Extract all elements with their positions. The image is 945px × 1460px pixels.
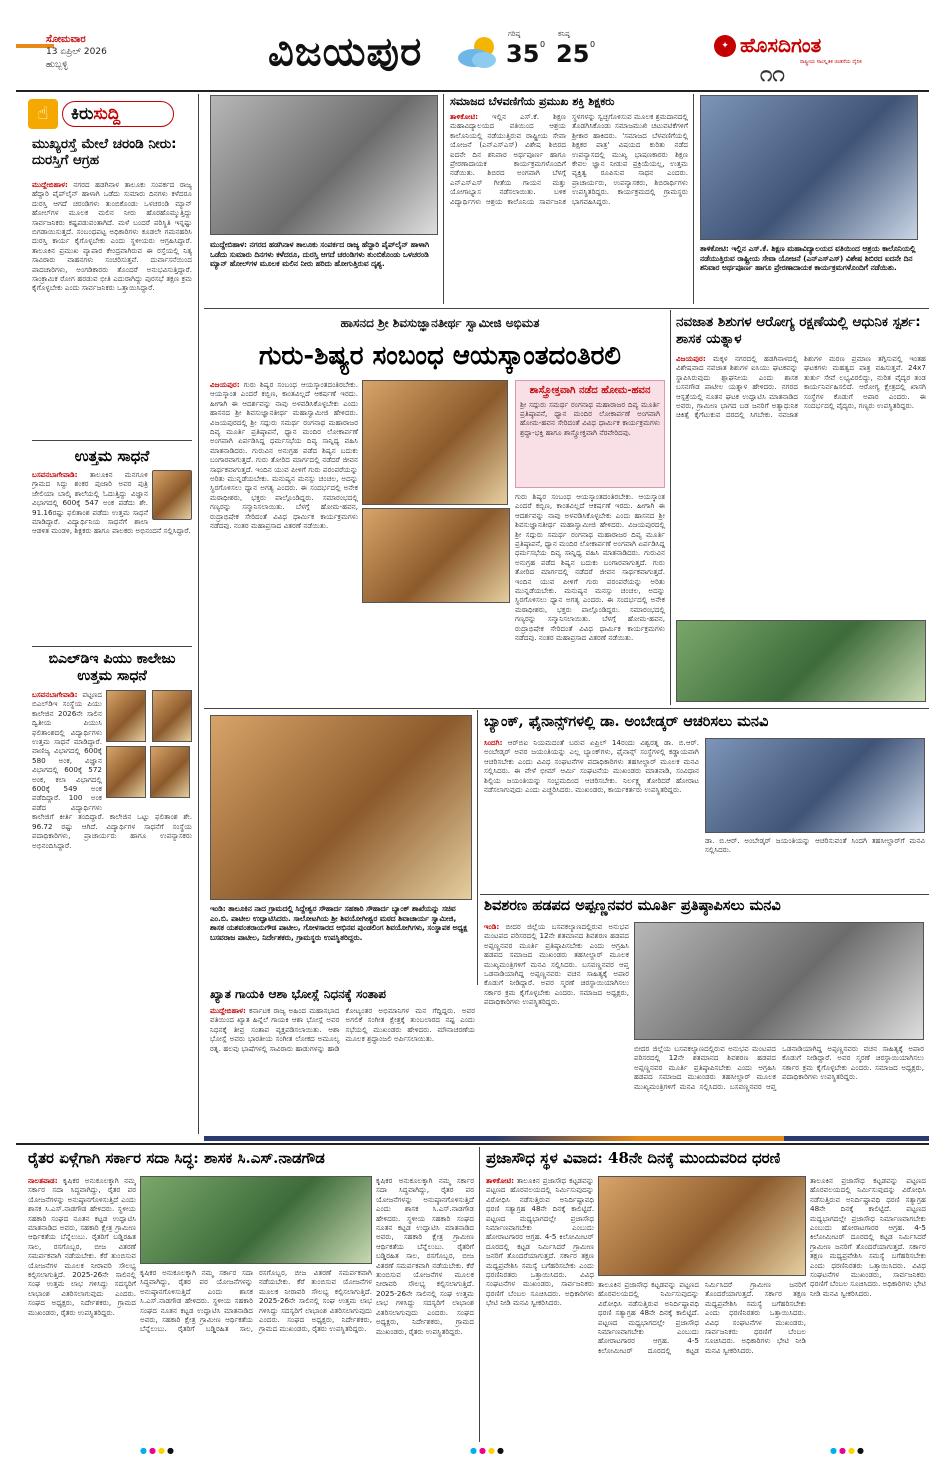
paper-tagline: ರಾಷ್ಟ್ರೀಯ ಸಾಂಸ್ಕೃತಿಕ ಚಿಂತನೆಯ ದೈನಿಕ (800, 59, 862, 65)
masthead-divider (16, 90, 929, 92)
homa-body: ಶ್ರೀ ಸದ್ಗುರು ಸಮರ್ಥ ರಂಗನಾಥ ಮಹಾರಾಜರ ದಿವ್ಯ ಮೂರ್ತಿ ಪ್ರತಿಷ್ಠಾಪನೆ, ಧ್ಯಾನ ಮಂದಿರ ಲೋಕಾರ್ಪಣೆ ಅಂಗವಾಗಿ ಹೋಮ-ಹವನ ಸೇರಿದಂತೆ ವಿವಿಧ ಧಾರ್ಮಿಕ ಕಾರ್ಯಕ್ರಮಗಳು ಶ್ರದ್ಧಾ-ಭಕ್ತಿ ಹಾಗೂ ಶಾಸ್ತ್ರೋಕ್ತವಾಗಿ ನೆರವೇರಿದವು. (520, 399, 660, 437)
paper-name: ಹೊಸದಿಗಂತ (740, 33, 822, 57)
asha-body (210, 1006, 475, 1131)
temp-max: 35 (506, 40, 540, 68)
bank-body-text: ಆರ್‌ಬಿಐ ನಿಯಮದಂತೆ ಬರುವ ಏಪ್ರಿಲ್ 14ರಂದು ವಿಶ್ವರತ್ನ ಡಾ. ಬಿ.ಆರ್. ಅಂಬೇಡ್ಕರ್ ಅವರ ಜಯಂತಿಯನ್ನು ಎಲ್ಲ ಬ್ಯಾಂಕ್‌ಗಳು, ಫೈನಾನ್ಸ್ ಸಂಸ್ಥೆಗಳಲ್ಲಿ ಕಡ್ಡಾಯವಾಗಿ ಆಚರಿಸಬೇಕು ಎಂದು ವಿವಿಧ ಸಂಘಟನೆಗಳ ಪದಾಧಿಕಾರಿಗಳು ತಹಸೀಲ್ದಾರ್ ಮೂಲಕ ಮನವಿ ಸಲ್ಲಿಸಿದರು. ಈ ವೇಳೆ ಭೀಮ್ ಆರ್ಮಿ ಸಂಘಟನೆಯ ಮುಖಂಡರು ಮಾತನಾಡಿ, ಸಂವಿಧಾನ ಶಿಲ್ಪಿಯ ಜಯಂತಿಯನ್ನು ಸಂಭ್ರಮದಿಂದ ಆಚರಿಸಬೇಕು. ನಿರ್ಲಕ್ಷ್ಯ ತೋರಿದರೆ ಹೋರಾಟ ನಡೆಸಲಾಗುವುದು ಎಂದು ಎಚ್ಚರಿಸಿದರು. ಮುಖಂಡರು, ಕಾರ್ಯಕರ್ತರು ಉಪಸ್ಥಿತರಿದ್ದರು. (484, 738, 699, 795)
temp-max-deg: 0 (540, 40, 546, 49)
guru-kicker: ಹಾಸನದ ಶ್ರೀ ಶಿವಸುಜ್ಞಾನತೀರ್ಥ ಸ್ವಾಮೀಜಿ ಅಭಿಮತ (340, 316, 540, 330)
top-photo-road (210, 95, 438, 235)
guru-body-col3 (515, 492, 665, 692)
guru-dateline: ವಿಜಯಪುರ: (210, 380, 240, 389)
kiru-headline: ಮುಖ್ಯರಸ್ತೆ ಮೇಲೆ ಚರಂಡಿ ನೀರು: ದುರಸ್ತಿಗೆ ಆಗ್ರಹ (32, 136, 177, 168)
paper-logo (712, 33, 912, 67)
shivasharana-dateline: ಇಂಡಿ: (484, 922, 500, 931)
navajata-body (676, 354, 926, 616)
suddi-label: ಸುದ್ದಿ (93, 104, 121, 124)
prajasoudha-body-text: ತಾಲೂಕಿನ ಪ್ರಜಾಸೌಧ ಕಟ್ಟಡವನ್ನು ಪಟ್ಟಣದ ಹೊರವಲಯದಲ್ಲಿ ನಿರ್ಮಿಸುವುದನ್ನು ವಿರೋಧಿಸಿ ನಡೆಸುತ್ತಿರುವ ಅನಿರ್ದಿಷ್ಟಾವಧಿ ಧರಣಿ ಸತ್ಯಾಗ್ರಹ 48ನೇ ದಿನಕ್ಕೆ ಕಾಲಿಟ್ಟಿದೆ. ಪಟ್ಟಣದ ಮಧ್ಯಭಾಗದಲ್ಲೇ ಪ್ರಜಾಸೌಧ ನಿರ್ಮಾಣವಾಗಬೇಕು ಎಂಬುದು ಹೋರಾಟಗಾರರ ಆಗ್ರಹ. 4-5 ಕಿಲೋಮೀಟರ್ ದೂರದಲ್ಲಿ ಕಟ್ಟಡ ನಿರ್ಮಿಸಿದರೆ ಗ್ರಾಮೀಣ ಜನರಿಗೆ ತೊಂದರೆಯಾಗುತ್ತದೆ. ಸರ್ಕಾರ ತಕ್ಷಣ ಮಧ್ಯಪ್ರವೇಶಿಸಿ ಸಮಸ್ಯೆ ಬಗೆಹರಿಸಬೇಕು ಎಂದು ಧರಣಿನಿರತರು ಒತ್ತಾಯಿಸಿದರು. ವಿವಿಧ ಸಂಘಟನೆಗಳ ಮುಖಂಡರು, ಸಾರ್ವಜನಿಕರು ಧರಣಿಗೆ ಬೆಂಬಲ ಸೂಚಿಸಿದರು. ಅಧಿಕಾರಿಗಳು ಭೇಟಿ ನೀಡಿ ಮನವಿ ಸ್ವೀಕರಿಸಿದರು. (486, 1176, 594, 1308)
samaja-headline: ಸಮಾಜದ ಬೆಳವಣಿಗೆಯ ಪ್ರಮುಖ ಶಕ್ತಿ ಶಿಕ್ಷಕರು (450, 95, 615, 108)
raitha-body-text: ಕೃಷಿಕರ ಅನುಕೂಲಕ್ಕಾಗಿ ನಮ್ಮ ಸರ್ಕಾರ ಸದಾ ಸಿದ್ಧವಾಗಿದ್ದು, ರೈತರ ಪರ ಯೋಜನೆಗಳನ್ನು ಅನುಷ್ಠಾನಗೊಳಿಸುತ್ತಿದೆ ಎಂದು ಶಾಸಕ ಸಿ.ಎಸ್.ನಾಡಗೌಡ ಹೇಳಿದರು. ಸ್ಥಳೀಯ ಸಹಕಾರಿ ಸಂಘದ ನೂತನ ಕಟ್ಟಡ ಉದ್ಘಾಟಿಸಿ ಮಾತನಾಡಿದ ಅವರು, ಸಹಕಾರಿ ಕ್ಷೇತ್ರ ಗ್ರಾಮೀಣ ಆರ್ಥಿಕತೆಯ ಬೆನ್ನೆಲುಬು. ರೈತರಿಗೆ ಬಡ್ಡಿರಹಿತ ಸಾಲ, ರಸಗೊಬ್ಬರ, ಬೀಜ ವಿತರಣೆ ಸಮರ್ಪಕವಾಗಿ ನಡೆಯಬೇಕು. ಕೆರೆ ತುಂಬಿಸುವ ಯೋಜನೆಗಳ ಮೂಲಕ ನೀರಾವರಿ ಸೌಲಭ್ಯ ಕಲ್ಪಿಸಲಾಗುತ್ತಿದೆ. 2025-26ನೇ ಸಾಲಿನಲ್ಲಿ ಸಂಘ ಉತ್ತಮ ಲಾಭ ಗಳಿಸಿದ್ದು ಸದಸ್ಯರಿಗೆ ಲಾಭಾಂಶ ವಿತರಿಸಲಾಗುವುದು ಎಂದರು. ಸಂಘದ ಅಧ್ಯಕ್ಷರು, ನಿರ್ದೇಶಕರು, ಗ್ರಾಮದ ಮುಖಂಡರು, ರೈತರು ಉಪಸ್ಥಿತರಿದ್ದರು. (28, 1176, 136, 1317)
kiru-dateline: ಮುದ್ದೇಬಿಹಾಳ: (32, 180, 68, 189)
guru-photo-swamiji (362, 508, 510, 603)
asha-dateline: ಮುದ್ದೇಬಿಹಾಳ: (210, 1006, 246, 1015)
bank-body (484, 738, 699, 893)
raitha-headline: ರೈತರ ಏಳ್ಗೆಗಾಗಿ ಸರ್ಕಾರ ಸದಾ ಸಿದ್ಧ: ಶಾಸಕ ಸಿ.ಎಸ್.ನಾಡಗೌಡ (28, 1149, 325, 1167)
student-photo-1 (106, 690, 146, 742)
raitha-photo (140, 1176, 372, 1264)
bld-dateline: ಬಸವನಬಾಗೇವಾಡಿ: (32, 690, 78, 699)
kiru-label: ಕಿರು (71, 104, 94, 124)
weather-icon (456, 34, 500, 70)
paper-logo-mark: ✦ (714, 35, 736, 57)
uttama-dateline: ಬಸವನಬಾಗೇವಾಡಿ: (32, 470, 78, 479)
registration-marks-right: ●●●● (830, 1446, 866, 1455)
temp-min: 25 (556, 40, 590, 68)
prajasoudha-body-col1 (486, 1176, 594, 1438)
prajasoudha-body-text-cont2: ತಾಲೂಕಿನ ಪ್ರಜಾಸೌಧ ಕಟ್ಟಡವನ್ನು ಪಟ್ಟಣದ ಹೊರವಲಯದಲ್ಲಿ ನಿರ್ಮಿಸುವುದನ್ನು ವಿರೋಧಿಸಿ ನಡೆಸುತ್ತಿರುವ ಅನಿರ್ದಿಷ್ಟಾವಧಿ ಧರಣಿ ಸತ್ಯಾಗ್ರಹ 48ನೇ ದಿನಕ್ಕೆ ಕಾಲಿಟ್ಟಿದೆ. ಪಟ್ಟಣದ ಮಧ್ಯಭಾಗದಲ್ಲೇ ಪ್ರಜಾಸೌಧ ನಿರ್ಮಾಣವಾಗಬೇಕು ಎಂಬುದು ಹೋರಾಟಗಾರರ ಆಗ್ರಹ. 4-5 ಕಿಲೋಮೀಟರ್ ದೂರದಲ್ಲಿ ಕಟ್ಟಡ ನಿರ್ಮಿಸಿದರೆ ಗ್ರಾಮೀಣ ಜನರಿಗೆ ತೊಂದರೆಯಾಗುತ್ತದೆ. ಸರ್ಕಾರ ತಕ್ಷಣ ಮಧ್ಯಪ್ರವೇಶಿಸಿ ಸಮಸ್ಯೆ ಬಗೆಹರಿಸಬೇಕು ಎಂದು ಧರಣಿನಿರತರು ಒತ್ತಾಯಿಸಿದರು. ವಿವಿಧ ಸಂಘಟನೆಗಳ ಮುಖಂಡರು, ಸಾರ್ವಜನಿಕರು ಧರಣಿಗೆ ಬೆಂಬಲ ಸೂಚಿಸಿದರು. ಅಧಿಕಾರಿಗಳು ಭೇಟಿ ನೀಡಿ ಮನವಿ ಸ್ವೀಕರಿಸಿದರು. (810, 1176, 926, 1298)
registration-marks-mid: ●●●● (470, 1446, 506, 1455)
masthead-city: ಹುಬ್ಬಳ್ಳಿ (46, 60, 68, 70)
bld-body (32, 690, 192, 1130)
temp-max-label: ಗರಿಷ್ಠ (508, 30, 521, 38)
uttama-body (32, 470, 192, 642)
uttama-headline: ಉತ್ತಮ ಸಾಧನೆ (74, 447, 150, 465)
registration-marks-left: ●●●● (140, 1446, 176, 1455)
guru-headline: ಗುರು-ಶಿಷ್ಯರ ಸಂಬಂಧ ಆಯಸ್ಕಾಂತದಂತಿರಲಿ (259, 341, 621, 371)
homa-box (515, 380, 665, 488)
top-photo-road-caption: ಮುದ್ದೇಬಿಹಾಳ: ನಗರದ ಹಡಗಿನಾಳ ತಾಲೂಕು ಸಂಪರ್ಕದ ರಾಜ್ಯ ಹೆದ್ದಾರಿ ಪೈಪ್‌ಲೈನ್ ಹಾಳಾಗಿ ಒಡೆದು ಸುಮಾರು ದಿನಗಳು ಕಳೆದರೂ, ದುರಸ್ತಿ ಆಗದೆ ಚರಂಡಿಗಳು ತುಂಬಿಕೊಂಡು ಒಳಚರಂಡಿ ಮ್ಯಾನ್ ಹೋಲ್‌ಗಳ ಮೂಲಕ ಮಲಿನ ನೀರು ಹರಿದು ಹೋಗುತ್ತಿರುವ ದೃಶ್ಯ. (210, 240, 438, 318)
top-photo-nss (700, 95, 918, 240)
bld-body-text: ಪಟ್ಟಣದ ಬಿಎಲ್‌ಡಿಇ ಸಂಸ್ಥೆಯ ಪಿಯು ಕಾಲೇಜಿನ 2026ನೇ ಸಾಲಿನ ದ್ವಿತೀಯ ಪಿಯುಸಿ ಫಲಿತಾಂಶದಲ್ಲಿ ವಿದ್ಯಾರ್ಥಿಗಳು ಉತ್ತಮ ಸಾಧನೆ ಮಾಡಿದ್ದಾರೆ. ವಾಣಿಜ್ಯ ವಿಭಾಗದಲ್ಲಿ 600ಕ್ಕೆ 580 ಅಂಕ, ವಿಜ್ಞಾನ ವಿಭಾಗದಲ್ಲಿ 600ಕ್ಕೆ 572 ಅಂಕ, ಕಲಾ ವಿಭಾಗದಲ್ಲಿ 600ಕ್ಕೆ 549 ಅಂಕ ಪಡೆದಿದ್ದಾರೆ. 100 ಅಂಕ ಪಡೆದ ವಿದ್ಯಾರ್ಥಿಗಳು ಕಾಲೇಜಿಗೆ ಕೀರ್ತಿ ತಂದಿದ್ದಾರೆ. ಕಾಲೇಜಿನ ಒಟ್ಟು ಫಲಿತಾಂಶ ಶೇ. 96.72 ರಷ್ಟು ಆಗಿದೆ. ವಿದ್ಯಾರ್ಥಿಗಳ ಸಾಧನೆಗೆ ಸಂಸ್ಥೆಯ ಪದಾಧಿಕಾರಿಗಳು, ಪ್ರಾಚಾರ್ಯರು ಹಾಗೂ ಉಪನ್ಯಾಸಕರು ಅಭಿನಂದಿಸಿದ್ದಾರೆ. (32, 690, 192, 850)
asha-headline: ಖ್ಯಾತ ಗಾಯಕಿ ಆಶಾ ಭೋಸ್ಲೆ ನಿಧನಕ್ಕೆ ಸಂತಾಪ (210, 987, 386, 1001)
student-photo-4 (150, 746, 190, 798)
bank-dateline: ಸಿಂದಗಿ: (484, 738, 503, 747)
masthead-day: ಸೋಮವಾರ (46, 34, 86, 45)
student-photo-2 (152, 690, 192, 742)
bld-headline: ಬಿಎಲ್‌ಡಿಇ ಪಿಯು ಕಾಲೇಜು ಉತ್ತಮ ಸಾಧನೆ (48, 651, 176, 684)
masthead-title: ವಿಜಯಪುರ (268, 28, 423, 75)
bank-inauguration-photo (210, 715, 472, 900)
navajata-dateline: ವಿಜಯಪುರ: (676, 354, 706, 363)
temp-min-deg: 0 (590, 40, 596, 49)
bank-inauguration-caption: ಇಂಡಿ: ತಾಲೂಕಿನ ನಾದ ಗ್ರಾಮದಲ್ಲಿ ಸಿದ್ದೇಶ್ವರ ಸೌಹಾರ್ದ ಸಹಕಾರಿ ಸೌಹಾರ್ದ ಬ್ಯಾಂಕ್ ಶಾಖೆಯನ್ನು ಸಚಿವ ಎಂ.ಬಿ. ಪಾಟೀಲ ಉದ್ಘಾಟಿಸಿದರು. ಸಾಲೋಟಗಿಯ ಶ್ರೀ ಶಿವಯೋಗೀಶ್ವರ ಮಠದ ಶಿವಾಚಾರ್ಯ ಸ್ವಾಮೀಜಿ, ಶಾಸಕ ಯಶವಂತರಾಯಗೌಡ ಪಾಟೀಲ, ಗೋಳಸಾರದ ಅಭಿನವ ಪುಂಡಲಿಂಗ ಶಿವಯೋಗಿಗಳು, ಸಂಸ್ಥಾಪಕ ಅಧ್ಯಕ್ಷ ಬಸವರಾಜ ಪಾಟೀಲ, ನಿರ್ದೇಶಕರು, ಗ್ರಾಮಸ್ಥರು ಉಪಸ್ಥಿತರಿದ್ದರು. (210, 904, 472, 982)
kiru-body (32, 180, 192, 435)
raitha-body-col2 (140, 1268, 372, 1438)
navajata-headline: ನವಜಾತ ಶಿಶುಗಳ ಆರೋಗ್ಯ ರಕ್ಷಣೆಯಲ್ಲಿ ಆಧುನಿಕ ಸ್ಪರ್ಶ: ಶಾಸಕ ಯತ್ನಾಳ (676, 314, 921, 347)
section-color-strip (204, 1136, 929, 1141)
guru-body-col1 (210, 380, 358, 690)
raitha-body-col3 (376, 1176, 474, 1438)
shivasharana-body-text: ಬೀದರ ಜಿಲ್ಲೆಯ ಬಸವಕಲ್ಯಾಣದಲ್ಲಿರುವ ಅನುಭವ ಮಂಟಪದ ಪರಿಸರದಲ್ಲಿ 12ನೇ ಶತಮಾನದ ಶಿವಶರಣ ಹಡಪದ ಅಪ್ಪಣ್ಣನವರ ಮೂರ್ತಿ ಪ್ರತಿಷ್ಠಾಪಿಸಬೇಕು ಎಂದು ಆಗ್ರಹಿಸಿ ಹಡಪದ ಸಮಾಜದ ಮುಖಂಡರು ತಹಸೀಲ್ದಾರ್ ಮೂಲಕ ಮುಖ್ಯಮಂತ್ರಿಗಳಿಗೆ ಮನವಿ ಸಲ್ಲಿಸಿದರು. ಬಸವಣ್ಣನವರ ಆಪ್ತ ಒಡನಾಡಿಯಾಗಿದ್ದ ಅಪ್ಪಣ್ಣನವರು ವಚನ ಸಾಹಿತ್ಯಕ್ಕೆ ಅಪಾರ ಕೊಡುಗೆ ನೀಡಿದ್ದಾರೆ. ಅವರ ಸ್ಮರಣೆ ಚಿರಸ್ಥಾಯಿಯಾಗಿಸಲು ಸರ್ಕಾರ ಕ್ರಮ ಕೈಗೊಳ್ಳಬೇಕು ಎಂದರು. ಸಮಾಜದ ಅಧ್ಯಕ್ಷರು, ಪದಾಧಿಕಾರಿಗಳು ಉಪಸ್ಥಿತರಿದ್ದರು. (484, 922, 629, 1007)
prajasoudha-body-text-cont: ತಾಲೂಕಿನ ಪ್ರಜಾಸೌಧ ಕಟ್ಟಡವನ್ನು ಪಟ್ಟಣದ ಹೊರವಲಯದಲ್ಲಿ ನಿರ್ಮಿಸುವುದನ್ನು ವಿರೋಧಿಸಿ ನಡೆಸುತ್ತಿರುವ ಅನಿರ್ದಿಷ್ಟಾವಧಿ ಧರಣಿ ಸತ್ಯಾಗ್ರಹ 48ನೇ ದಿನಕ್ಕೆ ಕಾಲಿಟ್ಟಿದೆ. ಪಟ್ಟಣದ ಮಧ್ಯಭಾಗದಲ್ಲೇ ಪ್ರಜಾಸೌಧ ನಿರ್ಮಾಣವಾಗಬೇಕು ಎಂಬುದು ಹೋರಾಟಗಾರರ ಆಗ್ರಹ. 4-5 ಕಿಲೋಮೀಟರ್ ದೂರದಲ್ಲಿ ಕಟ್ಟಡ ನಿರ್ಮಿಸಿದರೆ ಗ್ರಾಮೀಣ ಜನರಿಗೆ ತೊಂದರೆಯಾಗುತ್ತದೆ. ಸರ್ಕಾರ ತಕ್ಷಣ ಮಧ್ಯಪ್ರವೇಶಿಸಿ ಸಮಸ್ಯೆ ಬಗೆಹರಿಸಬೇಕು ಎಂದು ಧರಣಿನಿರತರು ಒತ್ತಾಯಿಸಿದರು. ವಿವಿಧ ಸಂಘಟನೆಗಳ ಮುಖಂಡರು, ಸಾರ್ವಜನಿಕರು ಧರಣಿಗೆ ಬೆಂಬಲ ಸೂಚಿಸಿದರು. ಅಧಿಕಾರಿಗಳು ಭೇಟಿ ನೀಡಿ ಮನವಿ ಸ್ವೀಕರಿಸಿದರು. (598, 1280, 806, 1355)
student-photo-3 (106, 746, 146, 798)
top-photo-nss-caption: ತಾಳಿಕೋಟಿ: ಇಲ್ಲಿನ ಎಸ್.ಕೆ. ಶಿಕ್ಷಣ ಮಹಾವಿದ್ಯಾಲಯದ ವತಿಯಿಂದ ಆಶ್ರಯ ಕಾಲೊನಿಯಲ್ಲಿ ನಡೆಯುತ್ತಿರುವ ರಾಷ್ಟ್ರೀಯ ಸೇವಾ ಯೋಜನೆ (ಎನ್ಎಸ್ಎಸ್) ವಿಶೇಷ ಶಿಬಿರದ ಐದನೇ ದಿನ ಶನಿವಾರ ಅರ್ಥಪೂರ್ಣ ಹಾಗೂ ಪ್ರೇರಣಾದಾಯಕ ಕಾರ್ಯಕ್ರಮಗಳೊಂದಿಗೆ ನಡೆಯಿತು. (700, 244, 918, 306)
hand-pointer-icon: ☝ (28, 99, 58, 129)
prajasoudha-dateline: ತಾಳಿಕೋಟಿ: (486, 1176, 515, 1185)
bank-memo-photo (705, 738, 925, 833)
shivasharana-body-text-cont: ಬೀದರ ಜಿಲ್ಲೆಯ ಬಸವಕಲ್ಯಾಣದಲ್ಲಿರುವ ಅನುಭವ ಮಂಟಪದ ಪರಿಸರದಲ್ಲಿ 12ನೇ ಶತಮಾನದ ಶಿವಶರಣ ಹಡಪದ ಅಪ್ಪಣ್ಣನವರ ಮೂರ್ತಿ ಪ್ರತಿಷ್ಠಾಪಿಸಬೇಕು ಎಂದು ಆಗ್ರಹಿಸಿ ಹಡಪದ ಸಮಾಜದ ಮುಖಂಡರು ತಹಸೀಲ್ದಾರ್ ಮೂಲಕ ಮುಖ್ಯಮಂತ್ರಿಗಳಿಗೆ ಮನವಿ ಸಲ್ಲಿಸಿದರು. ಬಸವಣ್ಣನವರ ಆಪ್ತ ಒಡನಾಡಿಯಾಗಿದ್ದ ಅಪ್ಪಣ್ಣನವರು ವಚನ ಸಾಹಿತ್ಯಕ್ಕೆ ಅಪಾರ ಕೊಡುಗೆ ನೀಡಿದ್ದಾರೆ. ಅವರ ಸ್ಮರಣೆ ಚಿರಸ್ಥಾಯಿಯಾಗಿಸಲು ಸರ್ಕಾರ ಕ್ರಮ ಕೈಗೊಳ್ಳಬೇಕು ಎಂದರು. ಸಮಾಜದ ಅಧ್ಯಕ್ಷರು, ಪದಾಧಿಕಾರಿಗಳು ಉಪಸ್ಥಿತರಿದ್ದರು. (634, 1044, 924, 1091)
shivasharana-photo (634, 922, 924, 1040)
kiru-body-text: ನಗರದ ಹಡಗಿನಾಳ ತಾಲೂಕು ಸಂಪರ್ಕದ ರಾಜ್ಯ ಹೆದ್ದಾರಿ ಪೈಪ್‌ಲೈನ್ ಹಾಳಾಗಿ ಒಡೆದು ಸುಮಾರು ದಿನಗಳು ಕಳೆದರೂ ದುರಸ್ತಿ ಆಗದೆ ಚರಂಡಿಗಳು ತುಂಬಿಕೊಂಡು ಒಳಚರಂಡಿ ಮ್ಯಾನ್ ಹೋಲ್‌ಗಳ ಮೂಲಕ ಮಲಿನ ನೀರು ಹೊರಹೊಮ್ಮುತ್ತಿದ್ದು ಸಾರ್ವಜನಿಕರು ಕಷ್ಟಪಡುವಂತಾಗಿದೆ. ಮಳೆ ಬಂದರೆ ಪರಿಸ್ಥಿತಿ ಇನ್ನಷ್ಟು ಬಿಗಡಾಯಿಸುತ್ತದೆ. ಸಂಬಂಧಪಟ್ಟ ಅಧಿಕಾರಿಗಳು ಕೂಡಲೇ ಗಮನಹರಿಸಿ ದುರಸ್ತಿ ಕಾರ್ಯ ಕೈಗೊಳ್ಳಬೇಕು ಎಂದು ಸ್ಥಳೀಯರು ಆಗ್ರಹಿಸಿದ್ದಾರೆ. ತಾಲೂಕಿನ ಪ್ರಮುಖ ವ್ಯಾಪಾರ ಕೇಂದ್ರವಾಗಿರುವ ಈ ರಸ್ತೆಯಲ್ಲಿ ನಿತ್ಯ ಸಾವಿರಾರು ವಾಹನಗಳು ಸಂಚರಿಸುತ್ತವೆ. ದುರ್ವಾಸನೆಯಿಂದ ಪಾದಚಾರಿಗಳು, ಅಂಗಡಿಕಾರರು ತೊಂದರೆ ಅನುಭವಿಸುತ್ತಿದ್ದಾರೆ. ಸಾಂಕ್ರಾಮಿಕ ರೋಗ ಹರಡುವ ಭೀತಿ ಎದುರಾಗಿದ್ದು ಪುರಸಭೆ ತಕ್ಷಣ ಕ್ರಮ ಕೈಗೊಳ್ಳಬೇಕು ಎಂದು ಸಾರ್ವಜನಿಕರು ಒತ್ತಾಯಿಸಿದ್ದಾರೆ. (32, 180, 192, 293)
bank-memo-caption: ಡಾ. ಬಿ.ಆರ್. ಅಂಬೇಡ್ಕರ್ ಜಯಂತಿಯನ್ನು ಆಚರಿಸುವಂತೆ ಸಿಂದಗಿ ತಹಸೀಲ್ದಾರ್‌ಗೆ ಮನವಿ ಸಲ್ಲಿಸಿದರು. (705, 836, 925, 855)
homa-headline: ಶಾಸ್ತ್ರೋಕ್ತವಾಗಿ ನಡೆದ ಹೋಮ-ಹವನ (529, 385, 651, 396)
masthead-date: 13 ಏಪ್ರಿಲ್ 2026 (46, 47, 107, 57)
raitha-body-text-cont: ಕೃಷಿಕರ ಅನುಕೂಲಕ್ಕಾಗಿ ನಮ್ಮ ಸರ್ಕಾರ ಸದಾ ಸಿದ್ಧವಾಗಿದ್ದು, ರೈತರ ಪರ ಯೋಜನೆಗಳನ್ನು ಅನುಷ್ಠಾನಗೊಳಿಸುತ್ತಿದೆ ಎಂದು ಶಾಸಕ ಸಿ.ಎಸ್.ನಾಡಗೌಡ ಹೇಳಿದರು. ಸ್ಥಳೀಯ ಸಹಕಾರಿ ಸಂಘದ ನೂತನ ಕಟ್ಟಡ ಉದ್ಘಾಟಿಸಿ ಮಾತನಾಡಿದ ಅವರು, ಸಹಕಾರಿ ಕ್ಷೇತ್ರ ಗ್ರಾಮೀಣ ಆರ್ಥಿಕತೆಯ ಬೆನ್ನೆಲುಬು. ರೈತರಿಗೆ ಬಡ್ಡಿರಹಿತ ಸಾಲ, ರಸಗೊಬ್ಬರ, ಬೀಜ ವಿತರಣೆ ಸಮರ್ಪಕವಾಗಿ ನಡೆಯಬೇಕು. ಕೆರೆ ತುಂಬಿಸುವ ಯೋಜನೆಗಳ ಮೂಲಕ ನೀರಾವರಿ ಸೌಲಭ್ಯ ಕಲ್ಪಿಸಲಾಗುತ್ತಿದೆ. 2025-26ನೇ ಸಾಲಿನಲ್ಲಿ ಸಂಘ ಉತ್ತಮ ಲಾಭ ಗಳಿಸಿದ್ದು ಸದಸ್ಯರಿಗೆ ಲಾಭಾಂಶ ವಿತರಿಸಲಾಗುವುದು ಎಂದರು. ಸಂಘದ ಅಧ್ಯಕ್ಷರು, ನಿರ್ದೇಶಕರು, ಗ್ರಾಮದ ಮುಖಂಡರು, ರೈತರು ಉಪಸ್ಥಿತರಿದ್ದರು. (140, 1268, 372, 1334)
raitha-dateline: ನಾಲತವಾಡ: (28, 1176, 58, 1185)
samaja-dateline: ತಾಳಿಕೋಟಿ: (450, 112, 479, 121)
samaja-body (450, 112, 688, 302)
shivasharana-headline: ಶಿವಶರಣ ಹಡಪದ ಅಪ್ಪಣ್ಣನವರ ಮೂರ್ತಿ ಪ್ರತಿಷ್ಠಾಪಿಸಲು ಮನವಿ (484, 897, 781, 914)
shivasharana-body-col1 (484, 922, 629, 1132)
temp-min-label: ಕನಿಷ್ಠ (558, 30, 570, 38)
guru-photo-homa (362, 380, 508, 505)
guru-body-text-cont: ಗುರು ಶಿಷ್ಯರ ಸಂಬಂಧ ಆಯಸ್ಕಾಂತದಂತಿರಬೇಕು. ಆಯಸ್ಕಾಂತ ಎಂದರೆ ಕಬ್ಬಿಣ, ಕಾಂತವಿಲ್ಲದೆ ಆಕರ್ಷಣೆ ಇರದು. ಹೀಗಾಗಿ ಈ ಆದರ್ಶವನ್ನು ನಾವು ಅಳವಡಿಸಿಕೊಳ್ಳಬೇಕು ಎಂದು ಹಾಸನದ ಶ್ರೀ ಶಿವಸುಜ್ಞಾನತೀರ್ಥ ಮಹಾಸ್ವಾಮೀಜಿ ಹೇಳಿದರು. ವಿಜಯಪುರದಲ್ಲಿ ಶ್ರೀ ಸದ್ಗುರು ಸಮರ್ಥ ರಂಗನಾಥ ಮಹಾರಾಜರ ದಿವ್ಯ ಮೂರ್ತಿ ಪ್ರತಿಷ್ಠಾಪನೆ, ಧ್ಯಾನ ಮಂದಿರ ಲೋಕಾರ್ಪಣೆ ಅಂಗವಾಗಿ ಏರ್ಪಡಿಸಿದ್ದ ಧರ್ಮಸಭೆಯ ದಿವ್ಯ ಸಾನ್ನಿಧ್ಯ ವಹಿಸಿ ಮಾತನಾಡಿದರು. ಗುರುವಿನ ಅನುಗ್ರಹ ಪಡೆದ ಶಿಷ್ಯನ ಬದುಕು ಬಂಗಾರವಾಗುತ್ತದೆ. ಗುರು ತೋರಿದ ಮಾರ್ಗದಲ್ಲಿ ನಡೆದರೆ ಜೀವನ ಸಾರ್ಥಕವಾಗುತ್ತದೆ. ಇಂದಿನ ಯುವ ಪೀಳಿಗೆ ಗುರು ಪರಂಪರೆಯನ್ನು ಅರಿತು ಮುನ್ನಡೆಯಬೇಕು. ಮನುಷ್ಯನ ಮನಸ್ಸು ಚಂಚಲ, ಅದನ್ನು ಸ್ಥಿರಗೊಳಿಸಲು ಧ್ಯಾನ ಅಗತ್ಯ ಎಂದರು. ಈ ಸಂದರ್ಭದಲ್ಲಿ ಅನೇಕ ಮಠಾಧೀಶರು, ಭಕ್ತರು ಪಾಲ್ಗೊಂಡಿದ್ದರು. ಸಮಾರಂಭದಲ್ಲಿ ಗಣ್ಯರನ್ನು ಸನ್ಮಾನಿಸಲಾಯಿತು. ಬೆಳಗ್ಗೆ ಹೋಮ-ಹವನ, ರುದ್ರಾಭಿಷೇಕ ಸೇರಿದಂತೆ ವಿವಿಧ ಧಾರ್ಮಿಕ ಕಾರ್ಯಕ್ರಮಗಳು ನಡೆದವು. ನಂತರ ಮಹಾಪ್ರಸಾದ ವಿತರಣೆ ನಡೆಯಿತು. (515, 492, 665, 643)
prajasoudha-body-col2 (598, 1280, 806, 1438)
shivasharana-body-col2 (634, 1044, 924, 1134)
bank-headline: ಬ್ಯಾಂಕ್, ಫೈನಾನ್ಸ್‌ಗಳಲ್ಲಿ ಡಾ. ಅಂಬೇಡ್ಕರ್ ಆಚರಿಸಲು ಮನವಿ (484, 713, 769, 730)
prajasoudha-body-col3 (810, 1176, 926, 1438)
uttama-photo (152, 470, 192, 520)
page-number: ೧೧ (760, 62, 785, 87)
samaja-body-text: ಇಲ್ಲಿನ ಎಸ್.ಕೆ. ಶಿಕ್ಷಣ ಮಹಾವಿದ್ಯಾಲಯದ ವತಿಯಿಂದ ಆಶ್ರಯ ಕಾಲೊನಿಯಲ್ಲಿ ನಡೆಯುತ್ತಿರುವ ರಾಷ್ಟ್ರೀಯ ಸೇವಾ ಯೋಜನೆ (ಎನ್ಎಸ್ಎಸ್) ವಿಶೇಷ ಶಿಬಿರದ ಐದನೇ ದಿನ ಶನಿವಾರ ಅರ್ಥಪೂರ್ಣ ಹಾಗೂ ಪ್ರೇರಣಾದಾಯಕ ಕಾರ್ಯಕ್ರಮಗಳೊಂದಿಗೆ ನಡೆಯಿತು. ಶಿಬಿರದ ಅಂಗವಾಗಿ ಬೆಳಗ್ಗೆ ಎನ್ಎಸ್ಎಸ್ ಗೀತೆಯ ಗಾಯನ ಮತ್ತು ಯೋಗಾಭ್ಯಾಸ ನಡೆಸಲಾಯಿತು. ಬಳಿಕ ವಿದ್ಯಾರ್ಥಿಗಳು ಆಶ್ರಯ ಕಾಲೊನಿಯ ಸಾರ್ವಜನಿಕ ಸ್ಥಳಗಳನ್ನು ಸ್ವಚ್ಛಗೊಳಿಸುವ ಮೂಲಕ ಶ್ರಮದಾನದಲ್ಲಿ ತೊಡಗಿಸಿಕೊಂಡು ಸಮಾಜಮುಖಿ ಚಟುವಟಿಕೆಗಳಿಗೆ ಶ್ರೀಕಾರ ಹಾಕಿದರು. 'ಸಮಾಜದ ಬೆಳವಣಿಗೆಯಲ್ಲಿ ಶಿಕ್ಷಕರ ಪಾತ್ರ' ವಿಷಯದ ಕುರಿತು ನಡೆದ ಉಪನ್ಯಾಸದಲ್ಲಿ ಮುಖ್ಯ ಭಾಷಣಕಾರರು ಶಿಕ್ಷಣ ಕೇವಲ ಜ್ಞಾನ ನೀಡುವ ಪ್ರಕ್ರಿಯೆಯಲ್ಲ, ಉತ್ತಮ ವ್ಯಕ್ತಿತ್ವ ರೂಪಿಸುವ ಸಾಧನ ಎಂದರು. ಪ್ರಾಚಾರ್ಯರು, ಉಪನ್ಯಾಸಕರು, ಶಿಬಿರಾರ್ಥಿಗಳು ಉಪಸ್ಥಿತರಿದ್ದರು. ಕಾರ್ಯಕ್ರಮದಲ್ಲಿ ಗ್ರಾಮಸ್ಥರು ಭಾಗವಹಿಸಿದ್ದರು. (450, 112, 688, 206)
prajasoudha-headline: ಪ್ರಜಾಸೌಧ ಸ್ಥಳ ವಿವಾದ: 48ನೇ ದಿನಕ್ಕೆ ಮುಂದುವರಿದ ಧರಣಿ (486, 1149, 781, 1167)
raitha-body-text-cont2: ಕೃಷಿಕರ ಅನುಕೂಲಕ್ಕಾಗಿ ನಮ್ಮ ಸರ್ಕಾರ ಸದಾ ಸಿದ್ಧವಾಗಿದ್ದು, ರೈತರ ಪರ ಯೋಜನೆಗಳನ್ನು ಅನುಷ್ಠಾನಗೊಳಿಸುತ್ತಿದೆ ಎಂದು ಶಾಸಕ ಸಿ.ಎಸ್.ನಾಡಗೌಡ ಹೇಳಿದರು. ಸ್ಥಳೀಯ ಸಹಕಾರಿ ಸಂಘದ ನೂತನ ಕಟ್ಟಡ ಉದ್ಘಾಟಿಸಿ ಮಾತನಾಡಿದ ಅವರು, ಸಹಕಾರಿ ಕ್ಷೇತ್ರ ಗ್ರಾಮೀಣ ಆರ್ಥಿಕತೆಯ ಬೆನ್ನೆಲುಬು. ರೈತರಿಗೆ ಬಡ್ಡಿರಹಿತ ಸಾಲ, ರಸಗೊಬ್ಬರ, ಬೀಜ ವಿತರಣೆ ಸಮರ್ಪಕವಾಗಿ ನಡೆಯಬೇಕು. ಕೆರೆ ತುಂಬಿಸುವ ಯೋಜನೆಗಳ ಮೂಲಕ ನೀರಾವರಿ ಸೌಲಭ್ಯ ಕಲ್ಪಿಸಲಾಗುತ್ತಿದೆ. 2025-26ನೇ ಸಾಲಿನಲ್ಲಿ ಸಂಘ ಉತ್ತಮ ಲಾಭ ಗಳಿಸಿದ್ದು ಸದಸ್ಯರಿಗೆ ಲಾಭಾಂಶ ವಿತರಿಸಲಾಗುವುದು ಎಂದರು. ಸಂಘದ ಅಧ್ಯಕ್ಷರು, ನಿರ್ದೇಶಕರು, ಗ್ರಾಮದ ಮುಖಂಡರು, ರೈತರು ಉಪಸ್ಥಿತರಿದ್ದರು. (376, 1176, 474, 1336)
prajasoudha-photo (598, 1176, 806, 1276)
kiru-suddi-badge (28, 97, 183, 133)
asha-body-text: ಕರ್ನಾಟಕ ರಾಜ್ಯ ಅಹಿಂದ ಮಹಾಸಭಾದ ವತಿಯಿಂದ ಖ್ಯಾತ ಹಿನ್ನೆಲೆ ಗಾಯಕಿ ಆಶಾ ಭೋಸ್ಲೆ ಅವರ ನಿಧನಕ್ಕೆ ತೀವ್ರ ಸಂತಾಪ ವ್ಯಕ್ತಪಡಿಸಲಾಯಿತು. ಆಶಾ ಭೋಸ್ಲೆ ಅವರು ಭಾರತೀಯ ಸಂಗೀತ ಲೋಕದ ಅಮೂಲ್ಯ ರತ್ನ. ಹಲವು ಭಾಷೆಗಳಲ್ಲಿ ಸಾವಿರಾರು ಹಾಡುಗಳನ್ನು ಹಾಡಿ ಕೋಟ್ಯಂತರ ಅಭಿಮಾನಿಗಳ ಮನ ಗೆದ್ದಿದ್ದರು. ಅವರ ಅಗಲಿಕೆ ಸಂಗೀತ ಕ್ಷೇತ್ರಕ್ಕೆ ತುಂಬಲಾರದ ನಷ್ಟ ಎಂದು ಸಭೆಯಲ್ಲಿ ಮುಖಂಡರು ಹೇಳಿದರು. ಮೌನಾಚರಣೆಯ ಮೂಲಕ ಶ್ರದ್ಧಾಂಜಲಿ ಅರ್ಪಿಸಲಾಯಿತು. (210, 1006, 475, 1053)
navajata-body-text: ಮಕ್ಕಳ ನಗರದಲ್ಲಿ ಹಡಗಿನಾಳದಲ್ಲಿ ವಿಶೇಷವಾದ ನವಜಾತ ಶಿಶುಗಳ ಐಸಿಯು ಘಟಕವನ್ನು ಸ್ಥಾಪಿಸಿರುವುದು ಶ್ಲಾಘನೀಯ ಎಂದು ಶಾಸಕ ಬಸನಗೌಡ ಪಾಟೀಲ ಯತ್ನಾಳ ಹೇಳಿದರು. ನಗರದ ಆಸ್ಪತ್ರೆಯಲ್ಲಿ ನೂತನ ಘಟಕ ಉದ್ಘಾಟಿಸಿ ಮಾತನಾಡಿದ ಅವರು, ಗ್ರಾಮೀಣ ಭಾಗದ ಬಡ ಜನರಿಗೆ ಅತ್ಯಾಧುನಿಕ ಚಿಕಿತ್ಸೆ ಕೈಗೆಟುಕುವ ದರದಲ್ಲಿ ಸಿಗಬೇಕು. ನವಜಾತ ಶಿಶುಗಳ ಮರಣ ಪ್ರಮಾಣ ತಗ್ಗಿಸುವಲ್ಲಿ ಇಂತಹ ಘಟಕಗಳು ಮಹತ್ವದ ಪಾತ್ರ ವಹಿಸುತ್ತವೆ. 24x7 ತುರ್ತು ಸೇವೆ ಲಭ್ಯವಿರಲಿದ್ದು, ನುರಿತ ವೈದ್ಯರ ತಂಡ ಕಾರ್ಯನಿರ್ವಹಿಸಲಿದೆ. ಆರೋಗ್ಯ ಕ್ಷೇತ್ರದಲ್ಲಿ ಖಾಸಗಿ ಸಂಸ್ಥೆಗಳ ಕೊಡುಗೆ ಅಪಾರ ಎಂದರು. ಈ ಸಂದರ್ಭದಲ್ಲಿ ವೈದ್ಯರು, ಗಣ್ಯರು ಉಪಸ್ಥಿತರಿದ್ದರು. (676, 354, 926, 420)
raitha-body-col1 (28, 1176, 136, 1438)
uttama-body-text: ತಾಲೂಕಿನ ಮನಗೂಳಿ ಗ್ರಾಮದ ಸಿದ್ದು ಶಂಕರ ಪುಜಾರಿ ಅವರ ಪುತ್ರಿ ಜೇಲಿಯಾ ಬಾಲ್ಕಿ ಶಾಲೆಯಲ್ಲಿ ಓದುತ್ತಿದ್ದು ವಿಜ್ಞಾನ ವಿಭಾಗದಲ್ಲಿ 600ಕ್ಕೆ 547 ಅಂಕ ಪಡೆದು ಶೇ. 91.16ರಷ್ಟು ಫಲಿತಾಂಶ ಪಡೆದು ಉತ್ತಮ ಸಾಧನೆ ಮಾಡಿದ್ದಾರೆ. ವಿದ್ಯಾರ್ಥಿನಿಯ ಸಾಧನೆಗೆ ಶಾಲಾ ಆಡಳಿತ ಮಂಡಳಿ, ಶಿಕ್ಷಕರು ಹಾಗೂ ಪಾಲಕರು ಅಭಿನಂದನೆ ಸಲ್ಲಿಸಿದ್ದಾರೆ. (32, 470, 191, 536)
navajata-photo (676, 620, 926, 702)
guru-body-text: ಗುರು ಶಿಷ್ಯರ ಸಂಬಂಧ ಆಯಸ್ಕಾಂತದಂತಿರಬೇಕು. ಆಯಸ್ಕಾಂತ ಎಂದರೆ ಕಬ್ಬಿಣ, ಕಾಂತವಿಲ್ಲದೆ ಆಕರ್ಷಣೆ ಇರದು. ಹೀಗಾಗಿ ಈ ಆದರ್ಶವನ್ನು ನಾವು ಅಳವಡಿಸಿಕೊಳ್ಳಬೇಕು ಎಂದು ಹಾಸನದ ಶ್ರೀ ಶಿವಸುಜ್ಞಾನತೀರ್ಥ ಮಹಾಸ್ವಾಮೀಜಿ ಹೇಳಿದರು. ವಿಜಯಪುರದಲ್ಲಿ ಶ್ರೀ ಸದ್ಗುರು ಸಮರ್ಥ ರಂಗನಾಥ ಮಹಾರಾಜರ ದಿವ್ಯ ಮೂರ್ತಿ ಪ್ರತಿಷ್ಠಾಪನೆ, ಧ್ಯಾನ ಮಂದಿರ ಲೋಕಾರ್ಪಣೆ ಅಂಗವಾಗಿ ಏರ್ಪಡಿಸಿದ್ದ ಧರ್ಮಸಭೆಯ ದಿವ್ಯ ಸಾನ್ನಿಧ್ಯ ವಹಿಸಿ ಮಾತನಾಡಿದರು. ಗುರುವಿನ ಅನುಗ್ರಹ ಪಡೆದ ಶಿಷ್ಯನ ಬದುಕು ಬಂಗಾರವಾಗುತ್ತದೆ. ಗುರು ತೋರಿದ ಮಾರ್ಗದಲ್ಲಿ ನಡೆದರೆ ಜೀವನ ಸಾರ್ಥಕವಾಗುತ್ತದೆ. ಇಂದಿನ ಯುವ ಪೀಳಿಗೆ ಗುರು ಪರಂಪರೆಯನ್ನು ಅರಿತು ಮುನ್ನಡೆಯಬೇಕು. ಮನುಷ್ಯನ ಮನಸ್ಸು ಚಂಚಲ, ಅದನ್ನು ಸ್ಥಿರಗೊಳಿಸಲು ಧ್ಯಾನ ಅಗತ್ಯ ಎಂದರು. ಈ ಸಂದರ್ಭದಲ್ಲಿ ಅನೇಕ ಮಠಾಧೀಶರು, ಭಕ್ತರು ಪಾಲ್ಗೊಂಡಿದ್ದರು. ಸಮಾರಂಭದಲ್ಲಿ ಗಣ್ಯರನ್ನು ಸನ್ಮಾನಿಸಲಾಯಿತು. ಬೆಳಗ್ಗೆ ಹೋಮ-ಹವನ, ರುದ್ರಾಭಿಷೇಕ ಸೇರಿದಂತೆ ವಿವಿಧ ಧಾರ್ಮಿಕ ಕಾರ್ಯಕ್ರಮಗಳು ನಡೆದವು. ನಂತರ ಮಹಾಪ್ರಸಾದ ವಿತರಣೆ ನಡೆಯಿತು. (210, 380, 358, 531)
